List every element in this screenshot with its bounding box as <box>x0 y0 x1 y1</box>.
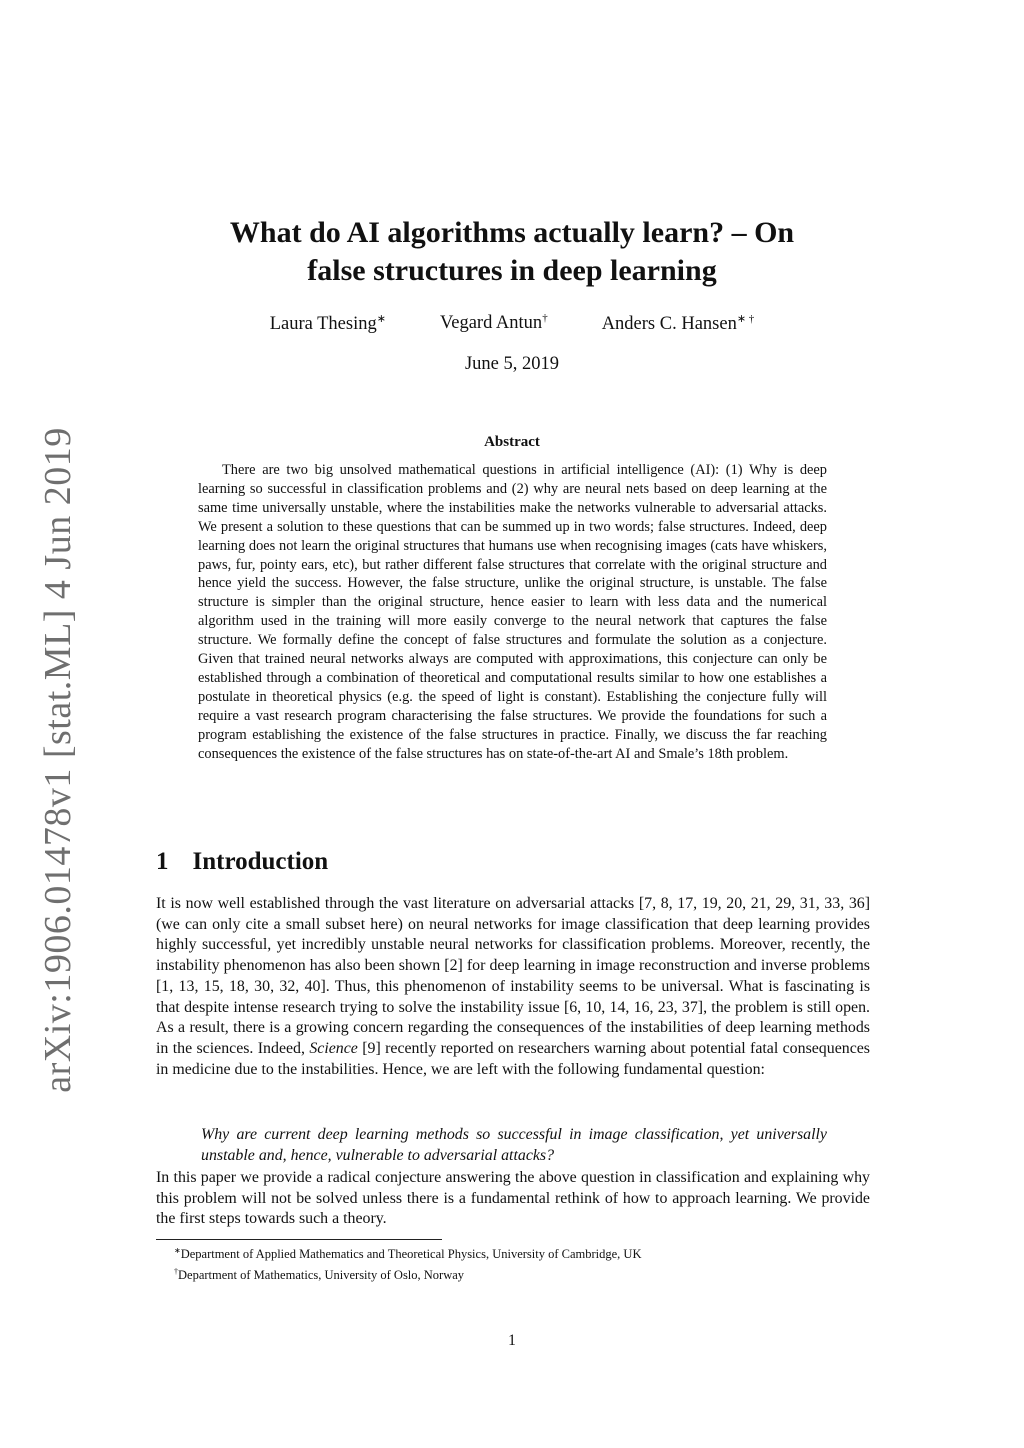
affiliation-mark: ∗ † <box>736 313 755 325</box>
author-name: Laura Thesing <box>269 314 377 335</box>
affiliation-mark: † <box>542 312 548 324</box>
section-heading <box>156 848 328 876</box>
intro-paragraph-1 <box>156 894 870 1080</box>
title-line-2: false structures in deep learning <box>307 254 717 287</box>
footnote-mark: ∗ <box>174 1246 181 1255</box>
author <box>270 312 386 335</box>
footnote-divider <box>156 1239 442 1240</box>
affiliation-mark: ∗ <box>376 313 386 325</box>
author <box>602 312 755 335</box>
intro-paragraph-2: In this paper we provide a radical conjecture answering the above question in classification and explaining why this problem will not be solved unless there is a fundamental rethink of how to approach learning. We provide the first steps towards such a theory. <box>156 1169 870 1228</box>
footnote <box>174 1263 641 1284</box>
author-name: Anders C. Hansen <box>601 314 737 335</box>
abstract-text: There are two big unsolved mathematical questions in artificial intelligence (AI): (1) Why is deep learning so successful in classification problems and (2) why are neural nets based on deep learning at the same time universally unstable, where the instabilities make the networks vulnerable to adversarial attacks. We present a solution to these questions that can be summed up in two words; false structures. Indeed, deep learning does not learn the original structures that humans use when recognising images (cats have whiskers, paws, fur, pointy ears, etc), but rather different false structures that correlate with the original structure and hence yield the success. However, the false structure, unlike the original structure, is unstable. The false structure is simpler than the original structure, hence easier to learn with less data and the numerical algorithm used in the training will more easily converge to the neural network that captures the false structure. We formally define the concept of false structures and formulate the solution as a conjecture. Given that trained neural networks always are computed with approximations, this conjecture can only be established through a combination of theoretical and computational results similar to how one establishes a postulate in theoretical physics (e.g. the speed of light is constant). Establishing the conjecture fully will require a vast research program characterising the false structures. We provide the foundations for such a program establishing the existence of the false structures in practice. Finally, we discuss the far reaching consequences the existence of the false structures has on state-of-the-art AI and Smale’s 18th problem. <box>198 462 827 762</box>
section-title: Introduction <box>192 848 329 875</box>
publication-date: June 5, 2019 <box>464 354 560 374</box>
page-number: 1 <box>508 1332 516 1349</box>
footnote-text: Department of Mathematics, University of Oslo, Norway <box>178 1268 465 1283</box>
title-line-1: What do AI algorithms actually learn? – On <box>229 216 795 249</box>
author <box>440 312 548 335</box>
footnote <box>174 1242 641 1263</box>
abstract-heading: Abstract <box>484 434 540 450</box>
research-question: Why are current deep learning methods so successful in image classification, yet universally unstable and, hence, vulnerable to adversarial attacks? <box>201 1126 827 1164</box>
arxiv-identifier-stamp: arXiv:1906.01478v1 [stat.ML] 4 Jun 2019 <box>37 427 79 1093</box>
author-name: Vegard Antun <box>439 313 543 334</box>
author-list <box>160 312 864 335</box>
paper-title <box>160 214 864 290</box>
journal-name: Science <box>309 1039 358 1057</box>
intro-text: [9] recently reported on researchers warning about potential fatal consequences in medicine due to the instabilities. Hence, we are left with the following fundamental question: <box>156 1039 870 1078</box>
footnotes <box>174 1242 641 1284</box>
section-number: 1 <box>156 848 169 875</box>
footnote-text: Department of Applied Mathematics and Theoretical Physics, University of Cambridge, UK <box>180 1247 642 1262</box>
footnote-mark: † <box>174 1267 178 1277</box>
intro-text: It is now well established through the vast literature on adversarial attacks [7, 8, 17, 19, 20, 21, 29, 31, 33, 36] (we can only cite a small subset here) on neural networks for image classification that deep learning provides highly successful, yet incredibly unstable neural networks for classification problems. Moreover, recently, the instability phenomenon has also been shown [2] for deep learning in image reconstruction and inverse problems [1, 13, 15, 18, 30, 32, 40]. Thus, this phenomenon of instability seems to be universal. What is fascinating is that despite intense research trying to solve the instability issue [6, 10, 14, 16, 23, 37], the problem is still open. As a result, there is a growing concern regarding the consequences of the instabilities of deep learning methods in the sciences. Indeed, <box>156 895 870 1057</box>
